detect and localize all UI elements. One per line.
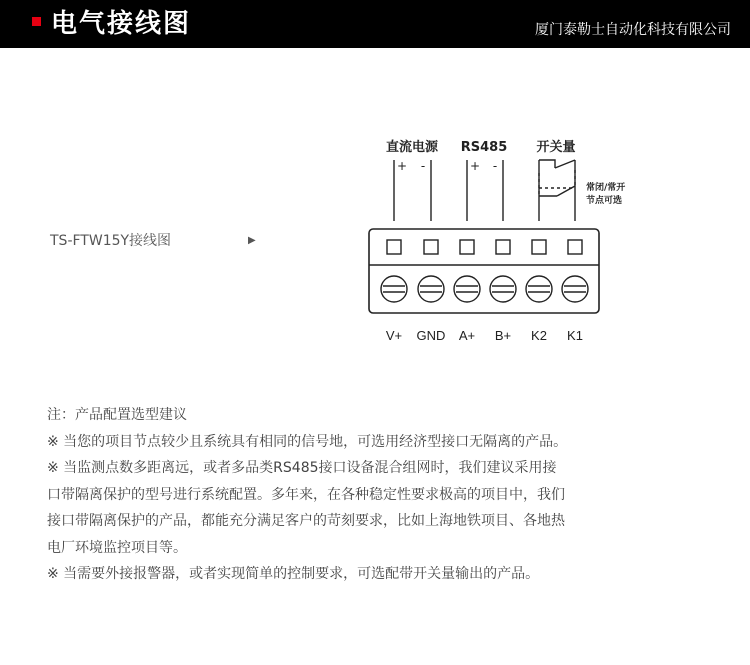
polarity-minus-power: -	[420, 159, 426, 173]
model-wiring-label: TS-FTW15Y接线图	[50, 233, 172, 249]
notes-line: 口带隔离保护的型号进行系统配置。多年来，在各种稳定性要求极高的项目中，我们	[47, 486, 565, 503]
notes-heading: 注：产品配置选型建议	[47, 407, 187, 423]
selection-notes	[47, 402, 707, 588]
terminal-block	[369, 229, 599, 313]
terminal-screw-k2	[526, 276, 552, 302]
group-label-switch: 开关量	[536, 140, 576, 155]
terminal-label-k2: K2	[531, 328, 547, 343]
terminal-screw-gnd	[418, 276, 444, 302]
terminal-hole-vplus	[387, 240, 401, 254]
polarity-plus-rs485: +	[469, 159, 481, 173]
terminal-hole-gnd	[424, 240, 438, 254]
terminal-screw-vplus	[381, 276, 407, 302]
notes-line: ※ 当您的项目节点较少且系统具有相同的信号地，可选用经济型接口无隔离的产品。	[47, 433, 568, 450]
terminal-hole-a-plus	[460, 240, 474, 254]
group-label-dc-power: 直流电源	[385, 140, 439, 155]
notes-line: ※ 当需要外接报警器，或者实现简单的控制要求，可选配带开关量输出的产品。	[47, 566, 540, 582]
terminal-screw-b-plus	[490, 276, 516, 302]
terminal-label-gnd: GND	[416, 328, 446, 343]
company-name: 厦门泰勒士自动化科技有限公司	[535, 22, 731, 38]
switch-note-line1: 常闭/常开	[586, 183, 626, 193]
relay-contact-symbol	[539, 160, 575, 221]
page-title: 电气接线图	[51, 9, 192, 39]
terminal-label-k1: K1	[567, 328, 583, 343]
terminal-hole-b-plus	[496, 240, 510, 254]
notes-line: ※ 当监测点数多距离远，或者多品类RS485接口设备混合组网时，我们建议采用接	[47, 460, 557, 476]
group-label-rs485: RS485	[460, 140, 508, 155]
terminal-label-vplus: V+	[385, 328, 403, 343]
terminal-screw-a-plus	[454, 276, 480, 302]
switch-note-line2: 节点可选	[586, 196, 623, 206]
polarity-minus-rs485: -	[492, 159, 498, 173]
terminal-hole-k1	[568, 240, 582, 254]
terminal-hole-k2	[532, 240, 546, 254]
arrow-right-icon: ▶	[248, 235, 256, 246]
polarity-plus-power: +	[396, 159, 408, 173]
terminal-screw-k1	[562, 276, 588, 302]
notes-line: 电厂环境监控项目等。	[47, 539, 187, 556]
terminal-label-b-plus: B+	[494, 328, 512, 343]
terminal-label-a-plus: A+	[458, 328, 476, 343]
notes-line: 接口带隔离保护的产品，都能充分满足客户的苛刻要求，比如上海地铁项目、各地热	[47, 513, 565, 529]
